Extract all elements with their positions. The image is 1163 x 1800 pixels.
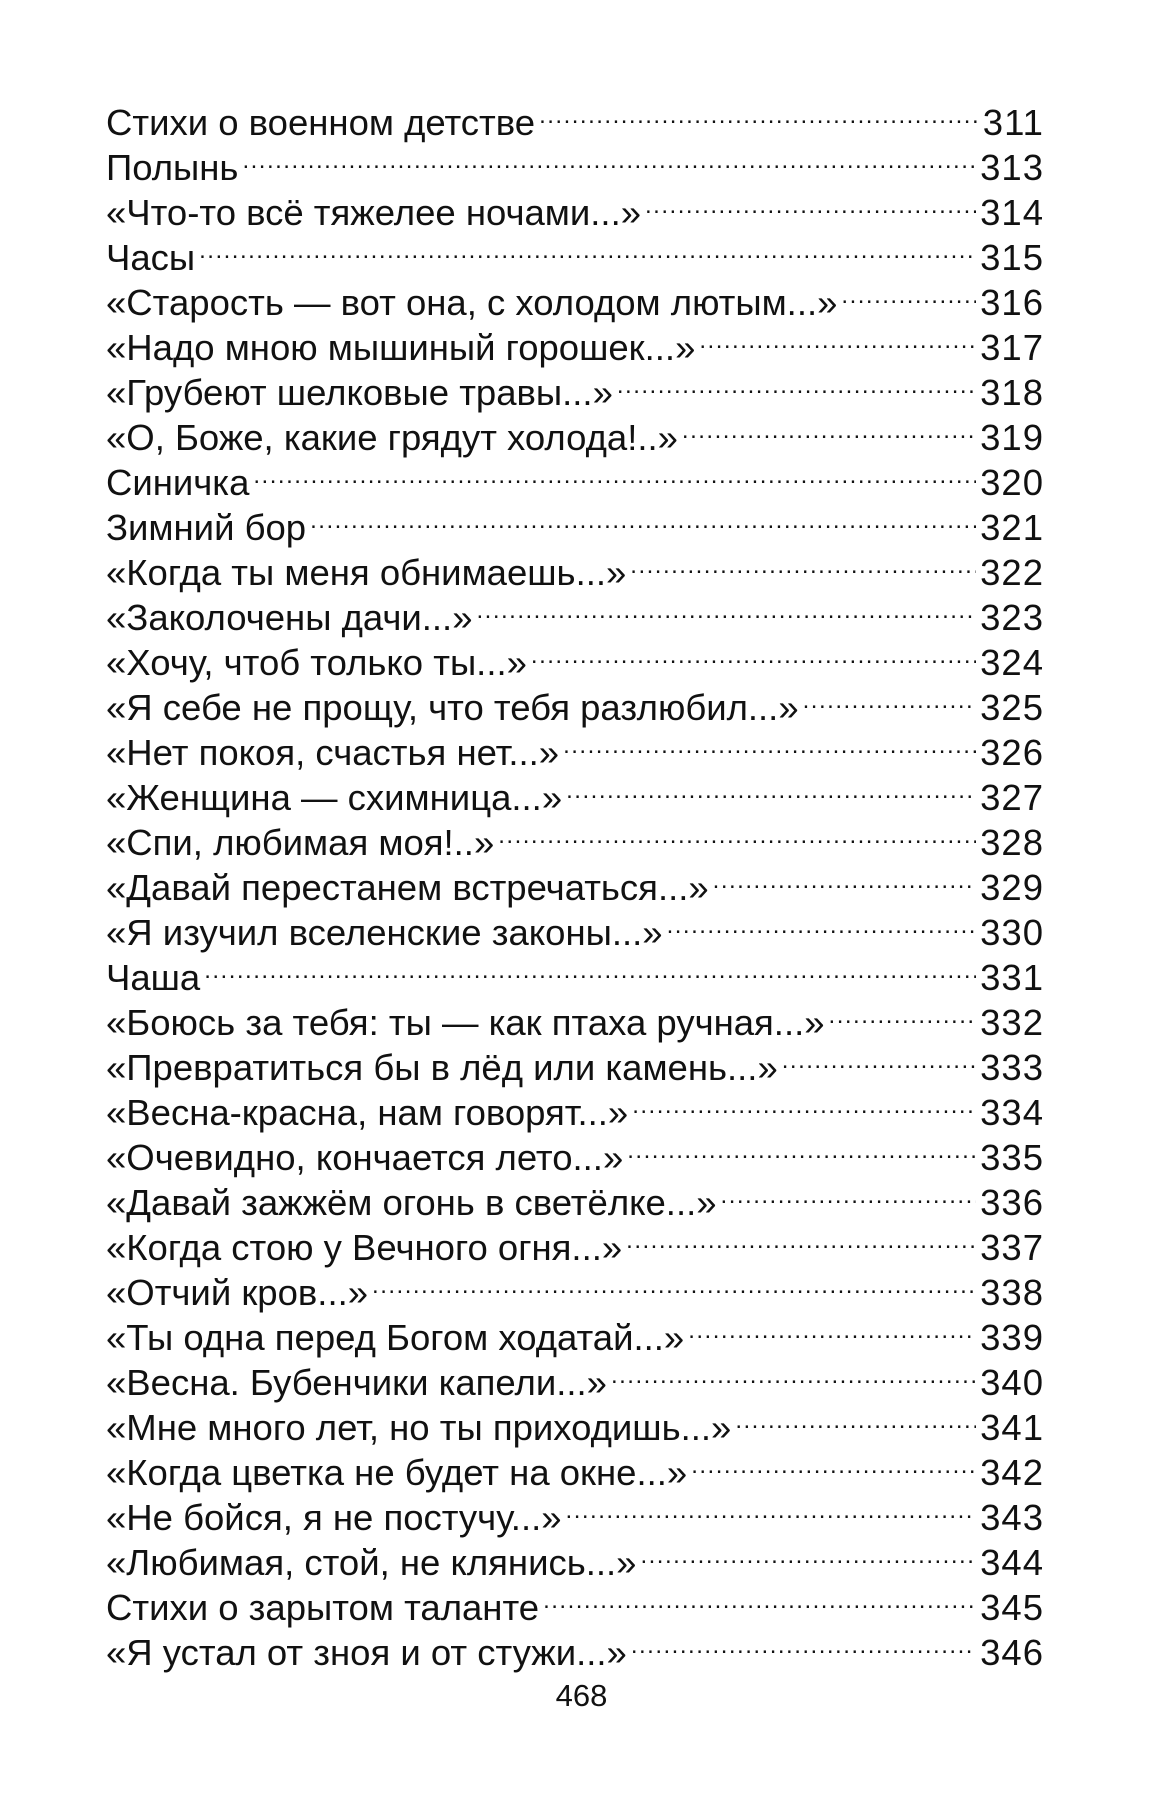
toc-entry-page: 341 xyxy=(980,1407,1044,1448)
toc-entry-page: 342 xyxy=(980,1452,1044,1493)
toc-entry-page: 322 xyxy=(980,552,1044,593)
dot-leader xyxy=(782,1035,976,1080)
toc-entry-page: 315 xyxy=(980,237,1044,278)
dot-leader xyxy=(688,1305,976,1350)
toc-entry-title: «Когда ты меня обнимаешь...» xyxy=(106,552,627,593)
dot-leader xyxy=(498,810,976,855)
toc-entry-page: 320 xyxy=(980,462,1044,503)
toc-entry-title: Полынь xyxy=(106,147,239,188)
dot-leader xyxy=(617,360,976,405)
toc-entry-title: «Мне много лет, но ты приходишь...» xyxy=(106,1407,732,1448)
dot-leader xyxy=(310,495,976,540)
dot-leader xyxy=(477,585,977,630)
toc-entry xyxy=(106,90,1044,143)
toc-entry-title: «Старость — вот она, с холодом лютым...» xyxy=(106,282,838,323)
toc-entry-page: 340 xyxy=(980,1362,1044,1403)
toc-entry-title: «Заколочены дачи...» xyxy=(106,597,473,638)
toc-entry-title: «Я устал от зноя и от стужи...» xyxy=(106,1632,627,1673)
dot-leader xyxy=(539,90,979,135)
toc-entry xyxy=(106,225,1044,278)
toc-entry-page: 313 xyxy=(980,147,1044,188)
toc-entry-title: «Ты одна перед Богом ходатай...» xyxy=(106,1317,685,1358)
page-number: 468 xyxy=(555,1678,608,1713)
toc-entry-page: 332 xyxy=(980,1002,1044,1043)
toc-entry-title: «Надо мною мышиный горошек...» xyxy=(106,327,696,368)
toc-entry-page: 317 xyxy=(980,327,1044,368)
toc-entry-page: 333 xyxy=(980,1047,1044,1088)
toc-entry-page: 321 xyxy=(980,507,1044,548)
toc-entry-title: «О, Боже, какие грядут холода!..» xyxy=(106,417,678,458)
dot-leader xyxy=(253,450,976,495)
toc-entry-page: 335 xyxy=(980,1137,1044,1178)
dot-leader xyxy=(566,765,976,810)
toc-entry-page: 343 xyxy=(980,1497,1044,1538)
toc-entry-title: «Я себе не прощу, что тебя разлюбил...» xyxy=(106,687,799,728)
toc-entry-title: «Нет покоя, счастья нет...» xyxy=(106,732,560,773)
dot-leader xyxy=(829,990,977,1035)
toc-entry-page: 314 xyxy=(980,192,1044,233)
toc-entry-title: Стихи о военном детстве xyxy=(106,102,536,143)
dot-leader xyxy=(803,675,976,720)
toc-entry-page: 345 xyxy=(980,1587,1044,1628)
toc-entry-title: «Очевидно, кончается лето...» xyxy=(106,1137,624,1178)
toc-entry-page: 339 xyxy=(980,1317,1044,1358)
toc-entry-title: «Любимая, стой, не клянись...» xyxy=(106,1542,637,1583)
toc-entry-title: Часы xyxy=(106,237,196,278)
toc-entry-page: 319 xyxy=(980,417,1044,458)
toc-entry-title: «Грубеют шелковые травы...» xyxy=(106,372,613,413)
toc-entry-page: 330 xyxy=(980,912,1044,953)
toc-entry-page: 311 xyxy=(982,102,1044,143)
table-of-contents xyxy=(106,90,1044,1673)
dot-leader xyxy=(721,1170,977,1215)
dot-leader xyxy=(627,1125,976,1170)
toc-entry-page: 337 xyxy=(980,1227,1044,1268)
toc-entry-page: 334 xyxy=(980,1092,1044,1133)
toc-entry-title: «Когда стою у Вечного огня...» xyxy=(106,1227,623,1268)
toc-entry-page: 329 xyxy=(980,867,1044,908)
toc-entry-page: 338 xyxy=(980,1272,1044,1313)
toc-entry-title: «Весна-красна, нам говорят...» xyxy=(106,1092,629,1133)
dot-leader xyxy=(566,1485,977,1530)
toc-entry xyxy=(106,270,1044,323)
dot-leader xyxy=(735,1395,976,1440)
toc-entry-title: «Хочу, чтоб только ты...» xyxy=(106,642,527,683)
dot-leader xyxy=(531,630,976,675)
toc-entry-page: 316 xyxy=(980,282,1044,323)
dot-leader xyxy=(841,270,976,315)
toc-entry-title: Чаша xyxy=(106,957,201,998)
dot-leader xyxy=(640,1530,976,1575)
dot-leader xyxy=(199,225,976,270)
dot-leader xyxy=(632,1080,976,1125)
toc-entry-page: 327 xyxy=(980,777,1044,818)
dot-leader xyxy=(713,855,976,900)
toc-entry-title: «Не бойся, я не постучу...» xyxy=(106,1497,562,1538)
dot-leader xyxy=(626,1215,976,1260)
toc-entry-page: 323 xyxy=(980,597,1044,638)
toc-entry-page: 331 xyxy=(980,957,1044,998)
toc-entry-page: 324 xyxy=(980,642,1044,683)
toc-entry-page: 336 xyxy=(980,1182,1044,1223)
toc-entry-title: «Когда цветка не будет на окне...» xyxy=(106,1452,688,1493)
toc-entry-page: 328 xyxy=(980,822,1044,863)
toc-entry-title: «Я изучил вселенские законы...» xyxy=(106,912,663,953)
toc-entry-title: «Спи, любимая моя!..» xyxy=(106,822,495,863)
dot-leader xyxy=(611,1350,976,1395)
toc-entry-page: 325 xyxy=(980,687,1044,728)
toc-entry-page: 346 xyxy=(980,1632,1044,1673)
dot-leader xyxy=(204,945,976,990)
dot-leader xyxy=(372,1260,976,1305)
toc-entry-page: 318 xyxy=(980,372,1044,413)
toc-entry-page: 344 xyxy=(980,1542,1044,1583)
dot-leader xyxy=(563,720,976,765)
dot-leader xyxy=(682,405,976,450)
dot-leader xyxy=(631,1620,976,1665)
toc-entry-title: «Весна. Бубенчики капели...» xyxy=(106,1362,607,1403)
toc-entry-title: «Давай зажжём огонь в светёлке...» xyxy=(106,1182,717,1223)
toc-entry-page: 326 xyxy=(980,732,1044,773)
dot-leader xyxy=(667,900,977,945)
dot-leader xyxy=(645,180,976,225)
toc-entry-title: «Что-то всё тяжелее ночами...» xyxy=(106,192,642,233)
toc-entry-title: «Отчий кров...» xyxy=(106,1272,369,1313)
dot-leader xyxy=(630,540,976,585)
dot-leader xyxy=(543,1575,976,1620)
toc-entry xyxy=(106,945,1044,998)
toc-entry-title: «Превратиться бы в лёд или камень...» xyxy=(106,1047,778,1088)
toc-entry-title: «Давай перестанем встречаться...» xyxy=(106,867,709,908)
toc-entry-title: Зимний бор xyxy=(106,507,307,548)
toc-entry-title: «Женщина — схимница...» xyxy=(106,777,563,818)
toc-entry xyxy=(106,135,1044,188)
toc-entry-title: Синичка xyxy=(106,462,250,503)
dot-leader xyxy=(699,315,976,360)
toc-entry-title: «Боюсь за тебя: ты — как птаха ручная...» xyxy=(106,1002,825,1043)
dot-leader xyxy=(691,1440,976,1485)
dot-leader xyxy=(242,135,976,180)
toc-entry xyxy=(106,180,1044,233)
toc-entry xyxy=(106,990,1044,1043)
toc-entry-title: Стихи о зарытом таланте xyxy=(106,1587,540,1628)
